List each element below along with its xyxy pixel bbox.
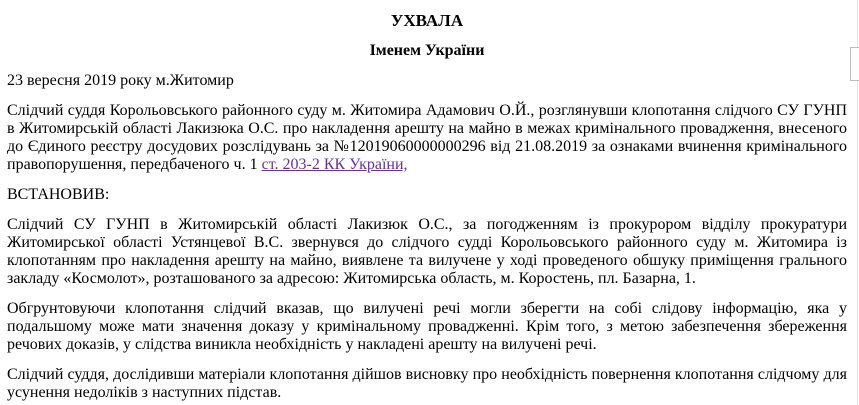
court-ruling-document [0,12,859,402]
intro-paragraph [7,102,847,174]
section-heading: ВСТАНОВИВ: [7,186,110,203]
document-title: УХВАЛА [390,11,464,30]
criminal-code-article-link[interactable]: ст. 203-2 КК України, [261,156,408,173]
date-place-line: 23 вересня 2019 року м.Житомир [7,72,234,89]
body-paragraph-grounds: Обгрунтовуючи клопотання слідчий вказав, що вилучені речі могли зберегти на собі слідову інформацію, яка у подальшому може мати значення доказу у кримінальному провадженні. Крім того, з метою забезпечення збереження речових доказів, у слідства виникла необхідність у накладені арешту на вилучені речі. [7,300,847,353]
body-paragraph-conclusion: Слідчий суддя, дослідивши матеріали клопотання дійшов висновку про необхідність повернення клопотання слідчому для усунення недоліків з наступних підстав. [7,366,847,401]
scrollbar-thumb[interactable] [850,47,859,81]
document-subtitle: Іменем України [369,42,485,59]
body-paragraph-request: Слідчий СУ ГУНП в Житомирській області Лакизюк О.С., за погодженням із прокурором відділу прокуратури Житомирської області Устянцевої В.С. звернувся до слідчого судді Корольовського районного суду м. Житомира із клопотанням про накладення арешту на майно, виявлене та вилучене у ході проведеного обшуку приміщення грального закладу «Космолот», розташованого за адресою: Житомирська область, м. Коростень, пл. Базарна, 1. [7,216,847,287]
intro-text: Слідчий суддя Корольовського районного суду м. Житомира Адамович О.Й., розглянувши клопотання слідчого СУ ГУНП в Житомирській області Лакизюка О.С. про накладення арешту на майно в межах кримінального провадження, внесеного до Єдиного реєстру досудових розслідувань за №12019060000000296 від 21.08.2019 за ознаками вчинення кримінального правопорушення, передбаченого ч. 1 [7,102,847,173]
